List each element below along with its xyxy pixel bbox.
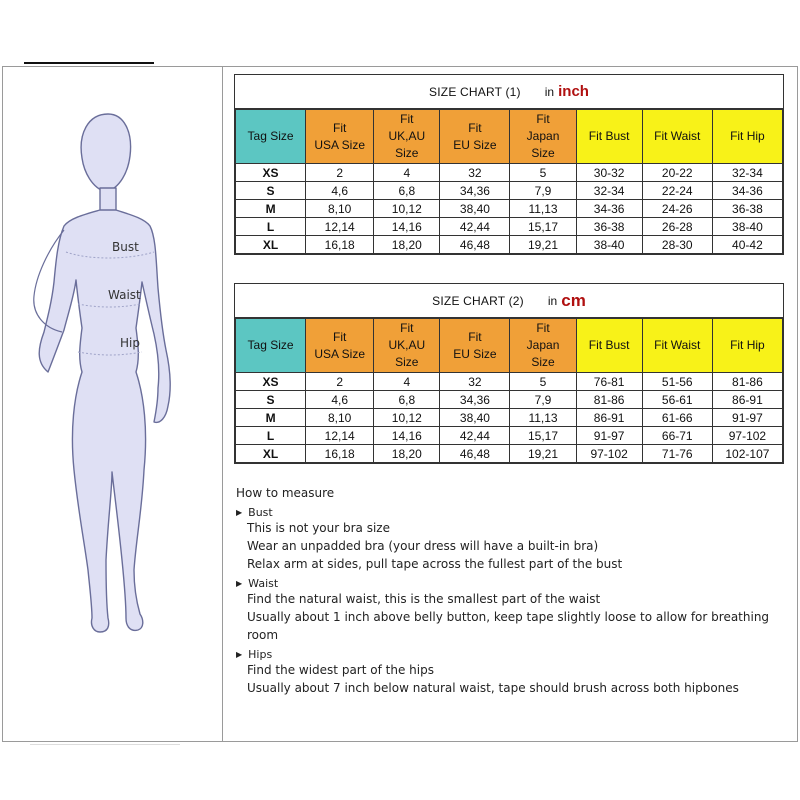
table-cell: 42,44 bbox=[440, 218, 510, 236]
instruction-line: Usually about 7 inch below natural waist, tape should brush across both hipbones bbox=[247, 681, 739, 695]
section-title-text: Bust bbox=[248, 506, 273, 519]
section-title bbox=[236, 648, 796, 661]
tag-size-cell: M bbox=[236, 409, 306, 427]
table-cell: 86-91 bbox=[576, 409, 642, 427]
section-title bbox=[236, 577, 796, 590]
header-row bbox=[236, 110, 783, 164]
table-cell: 30-32 bbox=[576, 164, 642, 182]
panel-divider bbox=[222, 67, 223, 741]
instruction-line: Wear an unpadded bra (your dress will have a built-in bra) bbox=[247, 539, 599, 553]
column-header: Tag Size bbox=[236, 110, 306, 164]
table-cell: 10,12 bbox=[374, 200, 440, 218]
table-cell: 22-24 bbox=[642, 182, 712, 200]
column-header: Fit UK,AU Size bbox=[374, 319, 440, 373]
size-chart-inch bbox=[234, 74, 784, 255]
column-header: Fit EU Size bbox=[440, 319, 510, 373]
column-header: Fit Hip bbox=[712, 319, 782, 373]
chart-title: SIZE CHART (2) bbox=[432, 293, 524, 308]
table-cell: 7,9 bbox=[510, 182, 576, 200]
table-cell: 4 bbox=[374, 373, 440, 391]
table-cell: 14,16 bbox=[374, 218, 440, 236]
table-cell: 40-42 bbox=[712, 236, 782, 254]
body-figure bbox=[8, 100, 218, 660]
header-row bbox=[236, 319, 783, 373]
table-cell: 32 bbox=[440, 373, 510, 391]
bottom-rule bbox=[30, 744, 180, 745]
tag-size-cell: XL bbox=[236, 236, 306, 254]
table-row bbox=[236, 373, 783, 391]
tag-size-cell: S bbox=[236, 391, 306, 409]
table-cell: 38-40 bbox=[712, 218, 782, 236]
column-header: Fit EU Size bbox=[440, 110, 510, 164]
table-body bbox=[236, 164, 783, 254]
table-row bbox=[236, 391, 783, 409]
table-row bbox=[236, 445, 783, 463]
how-to-measure bbox=[236, 486, 796, 697]
table-cell: 2 bbox=[306, 373, 374, 391]
table-cell: 4 bbox=[374, 164, 440, 182]
column-header: Fit Hip bbox=[712, 110, 782, 164]
unit-label: inch bbox=[558, 83, 589, 100]
column-header: Fit Waist bbox=[642, 319, 712, 373]
unit-prefix: in bbox=[547, 293, 558, 308]
table-cell: 38,40 bbox=[440, 409, 510, 427]
instruction-line: This is not your bra size bbox=[247, 521, 390, 535]
table-cell: 18,20 bbox=[374, 445, 440, 463]
triangle-bullet-icon: ▶ bbox=[236, 508, 243, 517]
table-cell: 34,36 bbox=[440, 391, 510, 409]
table-cell: 20-22 bbox=[642, 164, 712, 182]
table-cell: 36-38 bbox=[576, 218, 642, 236]
how-to-sections bbox=[236, 506, 796, 697]
table-cell: 42,44 bbox=[440, 427, 510, 445]
table-cell: 81-86 bbox=[712, 373, 782, 391]
table-cell: 11,13 bbox=[510, 409, 576, 427]
table-cell: 97-102 bbox=[576, 445, 642, 463]
tag-size-cell: XS bbox=[236, 164, 306, 182]
tag-size-cell: XS bbox=[236, 373, 306, 391]
tag-size-cell: S bbox=[236, 182, 306, 200]
column-header: Fit Bust bbox=[576, 319, 642, 373]
table-cell: 34,36 bbox=[440, 182, 510, 200]
table-cell: 6,8 bbox=[374, 182, 440, 200]
table-cell: 86-91 bbox=[712, 391, 782, 409]
table-cell: 15,17 bbox=[510, 427, 576, 445]
table-row bbox=[236, 182, 783, 200]
table-cell: 4,6 bbox=[306, 391, 374, 409]
triangle-bullet-icon: ▶ bbox=[236, 579, 243, 588]
table-cell: 5 bbox=[510, 373, 576, 391]
table-cell: 8,10 bbox=[306, 409, 374, 427]
table-cell: 36-38 bbox=[712, 200, 782, 218]
column-header: Fit Japan Size bbox=[510, 319, 576, 373]
column-header: Tag Size bbox=[236, 319, 306, 373]
table-cell: 91-97 bbox=[712, 409, 782, 427]
table-cell: 12,14 bbox=[306, 218, 374, 236]
table-cell: 34-36 bbox=[576, 200, 642, 218]
tag-size-cell: L bbox=[236, 427, 306, 445]
column-header: Fit USA Size bbox=[306, 319, 374, 373]
table-cell: 46,48 bbox=[440, 445, 510, 463]
table-cell: 14,16 bbox=[374, 427, 440, 445]
table-cell: 51-56 bbox=[642, 373, 712, 391]
table-cell: 5 bbox=[510, 164, 576, 182]
table-cell: 16,18 bbox=[306, 236, 374, 254]
column-header: Fit UK,AU Size bbox=[374, 110, 440, 164]
table-cell: 8,10 bbox=[306, 200, 374, 218]
table-cell: 26-28 bbox=[642, 218, 712, 236]
table-cell: 16,18 bbox=[306, 445, 374, 463]
table-row bbox=[236, 218, 783, 236]
table-row bbox=[236, 409, 783, 427]
figure-label-bust: Bust bbox=[112, 240, 139, 254]
size-table bbox=[235, 109, 783, 254]
table-cell: 46,48 bbox=[440, 236, 510, 254]
chart-title: SIZE CHART (1) bbox=[429, 84, 521, 99]
triangle-bullet-icon: ▶ bbox=[236, 650, 243, 659]
table-cell: 2 bbox=[306, 164, 374, 182]
figure-label-waist: Waist bbox=[108, 288, 141, 302]
column-header: Fit USA Size bbox=[306, 110, 374, 164]
table-body bbox=[236, 373, 783, 463]
instruction-line: Relax arm at sides, pull tape across the fullest part of the bust bbox=[247, 557, 623, 571]
how-to-heading: How to measure bbox=[236, 486, 335, 500]
section-title-text: Hips bbox=[248, 648, 273, 661]
tag-size-cell: L bbox=[236, 218, 306, 236]
table-cell: 76-81 bbox=[576, 373, 642, 391]
section-title-text: Waist bbox=[248, 577, 279, 590]
table-cell: 32-34 bbox=[576, 182, 642, 200]
figure-label-hip: Hip bbox=[120, 336, 140, 350]
column-header: Fit Bust bbox=[576, 110, 642, 164]
table-cell: 19,21 bbox=[510, 236, 576, 254]
unit-label: cm bbox=[561, 290, 586, 310]
column-header: Fit Waist bbox=[642, 110, 712, 164]
size-chart-cm bbox=[234, 283, 784, 464]
table-cell: 24-26 bbox=[642, 200, 712, 218]
table-cell: 102-107 bbox=[712, 445, 782, 463]
table-cell: 10,12 bbox=[374, 409, 440, 427]
section-title bbox=[236, 506, 796, 519]
table-cell: 81-86 bbox=[576, 391, 642, 409]
instruction-line: Usually about 1 inch above belly button, keep tape slightly loose to allow for breathing room bbox=[247, 610, 770, 642]
table-cell: 7,9 bbox=[510, 391, 576, 409]
table-cell: 11,13 bbox=[510, 200, 576, 218]
table-cell: 71-76 bbox=[642, 445, 712, 463]
unit-prefix: in bbox=[544, 84, 555, 99]
table-cell: 97-102 bbox=[712, 427, 782, 445]
tag-size-cell: XL bbox=[236, 445, 306, 463]
table-cell: 34-36 bbox=[712, 182, 782, 200]
table-cell: 19,21 bbox=[510, 445, 576, 463]
table-cell: 4,6 bbox=[306, 182, 374, 200]
body-silhouette-icon bbox=[8, 100, 218, 660]
table-cell: 32 bbox=[440, 164, 510, 182]
top-rule bbox=[24, 62, 154, 64]
table-cell: 61-66 bbox=[642, 409, 712, 427]
instruction-line: Find the widest part of the hips bbox=[247, 663, 434, 677]
size-table bbox=[235, 318, 783, 463]
table-cell: 12,14 bbox=[306, 427, 374, 445]
chart-title-row bbox=[235, 75, 783, 109]
table-cell: 15,17 bbox=[510, 218, 576, 236]
chart-title-row bbox=[235, 284, 783, 318]
table-row bbox=[236, 427, 783, 445]
instruction-line: Find the natural waist, this is the smallest part of the waist bbox=[247, 592, 601, 606]
table-cell: 28-30 bbox=[642, 236, 712, 254]
table-row bbox=[236, 200, 783, 218]
tag-size-cell: M bbox=[236, 200, 306, 218]
table-cell: 6,8 bbox=[374, 391, 440, 409]
column-header: Fit Japan Size bbox=[510, 110, 576, 164]
table-cell: 66-71 bbox=[642, 427, 712, 445]
table-cell: 18,20 bbox=[374, 236, 440, 254]
table-cell: 32-34 bbox=[712, 164, 782, 182]
table-cell: 38,40 bbox=[440, 200, 510, 218]
table-row bbox=[236, 236, 783, 254]
table-cell: 91-97 bbox=[576, 427, 642, 445]
table-cell: 56-61 bbox=[642, 391, 712, 409]
table-row bbox=[236, 164, 783, 182]
table-cell: 38-40 bbox=[576, 236, 642, 254]
